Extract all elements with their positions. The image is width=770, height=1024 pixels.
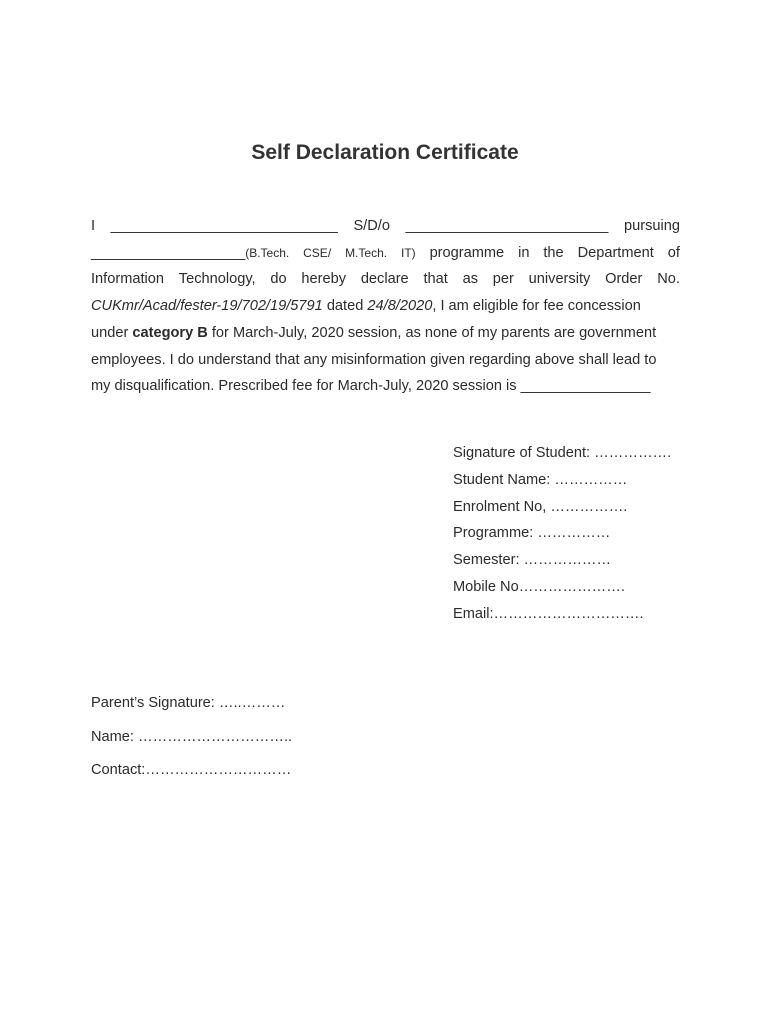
student-signature-field: Signature of Student: ……………. xyxy=(453,445,672,461)
word: programme xyxy=(429,244,505,261)
student-name-blank: ____________________________ xyxy=(110,218,338,234)
parent-signature-field: Parent’s Signature: …..……… xyxy=(91,695,286,711)
word: that xyxy=(423,271,448,288)
word: Order xyxy=(605,271,643,288)
word: Department xyxy=(577,244,654,261)
page-title: Self Declaration Certificate xyxy=(251,141,519,164)
text: , I am eligible for fee concession xyxy=(432,298,641,315)
declaration-line-2 xyxy=(91,240,680,267)
mobile-field: Mobile No…………………. xyxy=(453,578,625,595)
word: university xyxy=(528,271,591,288)
blank: ___________________ xyxy=(91,244,246,261)
parent-name-field: Name: ………………………….. xyxy=(91,728,293,745)
declaration-line-3 xyxy=(91,266,680,293)
category-label: category B xyxy=(132,324,208,341)
text: under xyxy=(91,324,133,341)
declaration-line-1 xyxy=(91,213,680,240)
word: in xyxy=(518,244,530,261)
word: hereby xyxy=(301,271,347,288)
parent-name-blank: _________________________ xyxy=(405,218,609,234)
parent-details-block xyxy=(91,687,292,788)
word: declare xyxy=(360,271,409,288)
word: as xyxy=(462,271,479,288)
parent-contact-field: Contact:………………………… xyxy=(91,762,292,779)
word: S/D/o xyxy=(353,218,390,234)
semester-field: Semester: ……………… xyxy=(453,552,612,569)
word: Information xyxy=(91,271,165,288)
word: M.Tech. xyxy=(345,245,388,260)
enrolment-field: Enrolment No, ……………. xyxy=(453,498,628,515)
declaration-line-7: my disqualification. Prescribed fee for March-July, 2020 session is ________________ xyxy=(91,378,651,395)
student-name-field: Student Name: …………… xyxy=(453,471,628,488)
email-field: Email:…………………………. xyxy=(453,605,644,622)
word: (B.Tech. xyxy=(245,245,290,260)
student-details-block xyxy=(453,440,671,628)
programme-field: Programme: …………… xyxy=(453,525,611,542)
word: Technology, xyxy=(178,271,256,288)
word: the xyxy=(543,244,564,261)
word: CSE/ xyxy=(303,245,332,260)
text: for March-July, 2020 session, as none of my parents are government xyxy=(207,324,657,341)
word: per xyxy=(492,271,514,288)
declaration-line-6: employees. I do understand that any misinformation given regarding above shall lead to xyxy=(91,351,657,368)
word: dated xyxy=(326,298,364,315)
order-date: 24/8/2020 xyxy=(367,298,433,315)
word: pursuing xyxy=(624,218,680,234)
word: do xyxy=(270,271,287,288)
word: of xyxy=(667,244,680,261)
declaration-paragraph xyxy=(91,213,680,400)
word: IT) xyxy=(400,245,416,260)
order-number: CUKmr/Acad/fester-19/702/19/5791 xyxy=(91,298,323,315)
word: I xyxy=(91,218,96,234)
word: No. xyxy=(657,271,680,288)
programme-blank xyxy=(91,240,289,267)
declaration-line-5 xyxy=(91,320,680,347)
declaration-line-4 xyxy=(91,293,680,320)
